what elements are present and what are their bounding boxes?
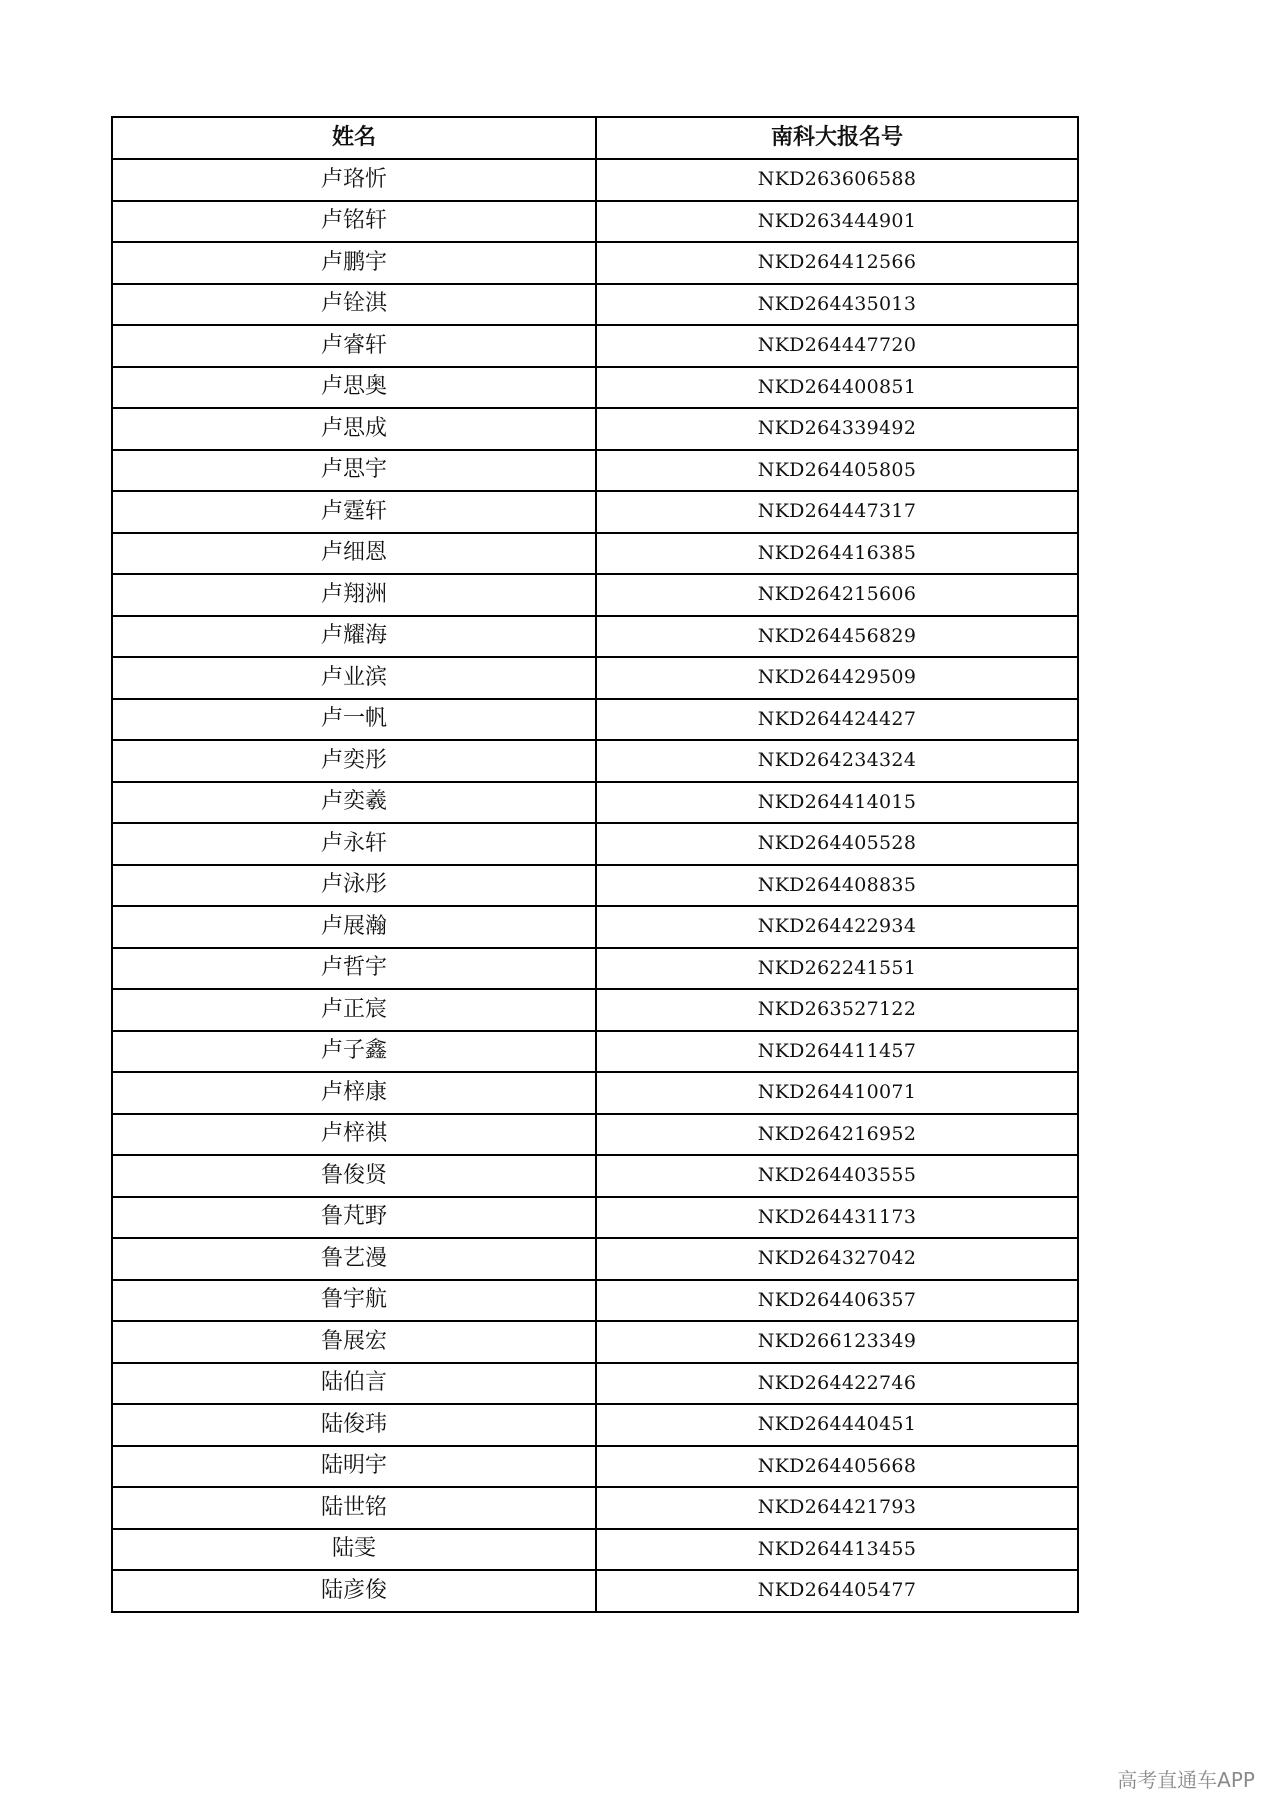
cell-registration-id: NKD264405805 xyxy=(596,450,1078,492)
table-row xyxy=(112,1529,1078,1571)
cell-name: 卢睿轩 xyxy=(112,325,596,367)
table-row xyxy=(112,1114,1078,1156)
cell-registration-id: NKD264405668 xyxy=(596,1446,1078,1488)
cell-name: 陆伯言 xyxy=(112,1363,596,1405)
cell-registration-id: NKD264405477 xyxy=(596,1570,1078,1612)
cell-name: 卢鹏宇 xyxy=(112,242,596,284)
table-row xyxy=(112,367,1078,409)
table-row xyxy=(112,284,1078,326)
cell-name: 卢永轩 xyxy=(112,823,596,865)
cell-registration-id: NKD262241551 xyxy=(596,948,1078,990)
watermark: 高考直通车APP xyxy=(1117,1768,1255,1792)
cell-registration-id: NKD264215606 xyxy=(596,574,1078,616)
table-row xyxy=(112,1446,1078,1488)
cell-name: 卢珞忻 xyxy=(112,159,596,201)
table-row xyxy=(112,242,1078,284)
table-row xyxy=(112,740,1078,782)
table-body xyxy=(112,159,1078,1612)
column-header-registration-id: 南科大报名号 xyxy=(596,117,1078,159)
cell-registration-id: NKD264421793 xyxy=(596,1487,1078,1529)
cell-registration-id: NKD264410071 xyxy=(596,1072,1078,1114)
cell-name: 鲁艺漫 xyxy=(112,1238,596,1280)
table-row xyxy=(112,1570,1078,1612)
cell-registration-id: NKD264339492 xyxy=(596,408,1078,450)
table-row xyxy=(112,948,1078,990)
cell-registration-id: NKD264431173 xyxy=(596,1197,1078,1239)
table-row xyxy=(112,1155,1078,1197)
cell-registration-id: NKD264424427 xyxy=(596,699,1078,741)
table-row xyxy=(112,201,1078,243)
cell-registration-id: NKD264456829 xyxy=(596,616,1078,658)
table-row xyxy=(112,823,1078,865)
cell-name: 卢一帆 xyxy=(112,699,596,741)
cell-name: 卢梓祺 xyxy=(112,1114,596,1156)
cell-registration-id: NKD264327042 xyxy=(596,1238,1078,1280)
table-row xyxy=(112,159,1078,201)
cell-registration-id: NKD264411457 xyxy=(596,1031,1078,1073)
cell-name: 卢细恩 xyxy=(112,533,596,575)
cell-registration-id: NKD263606588 xyxy=(596,159,1078,201)
table-header-row xyxy=(112,117,1078,159)
table-row xyxy=(112,1487,1078,1529)
table-row xyxy=(112,657,1078,699)
table-row xyxy=(112,1363,1078,1405)
table-row xyxy=(112,1072,1078,1114)
cell-name: 卢思成 xyxy=(112,408,596,450)
table-row xyxy=(112,408,1078,450)
cell-name: 陆彦俊 xyxy=(112,1570,596,1612)
cell-registration-id: NKD264406357 xyxy=(596,1280,1078,1322)
cell-registration-id: NKD264408835 xyxy=(596,865,1078,907)
table-row xyxy=(112,906,1078,948)
cell-registration-id: NKD264435013 xyxy=(596,284,1078,326)
cell-registration-id: NKD264413455 xyxy=(596,1529,1078,1571)
cell-registration-id: NKD264447317 xyxy=(596,491,1078,533)
table-row xyxy=(112,574,1078,616)
cell-name: 卢铨淇 xyxy=(112,284,596,326)
cell-name: 陆雯 xyxy=(112,1529,596,1571)
cell-name: 鲁芃野 xyxy=(112,1197,596,1239)
cell-name: 卢耀海 xyxy=(112,616,596,658)
table-row xyxy=(112,699,1078,741)
cell-name: 卢业滨 xyxy=(112,657,596,699)
cell-registration-id: NKD264216952 xyxy=(596,1114,1078,1156)
cell-name: 陆明宇 xyxy=(112,1446,596,1488)
cell-name: 卢哲宇 xyxy=(112,948,596,990)
cell-name: 卢泳彤 xyxy=(112,865,596,907)
cell-name: 陆世铭 xyxy=(112,1487,596,1529)
cell-name: 卢子鑫 xyxy=(112,1031,596,1073)
cell-registration-id: NKD263527122 xyxy=(596,989,1078,1031)
table-row xyxy=(112,491,1078,533)
table-row xyxy=(112,1197,1078,1239)
cell-registration-id: NKD264405528 xyxy=(596,823,1078,865)
cell-name: 卢正宸 xyxy=(112,989,596,1031)
table-row xyxy=(112,1404,1078,1446)
cell-registration-id: NKD264447720 xyxy=(596,325,1078,367)
table-row xyxy=(112,1238,1078,1280)
table-row xyxy=(112,989,1078,1031)
cell-name: 卢铭轩 xyxy=(112,201,596,243)
cell-name: 卢思宇 xyxy=(112,450,596,492)
cell-registration-id: NKD264422746 xyxy=(596,1363,1078,1405)
table-row xyxy=(112,325,1078,367)
admission-list-table xyxy=(111,116,1079,1613)
cell-name: 鲁俊贤 xyxy=(112,1155,596,1197)
table-row xyxy=(112,865,1078,907)
cell-name: 鲁宇航 xyxy=(112,1280,596,1322)
cell-name: 卢翔洲 xyxy=(112,574,596,616)
cell-name: 卢展瀚 xyxy=(112,906,596,948)
table-row xyxy=(112,1321,1078,1363)
table-row xyxy=(112,1280,1078,1322)
cell-registration-id: NKD264416385 xyxy=(596,533,1078,575)
table-row xyxy=(112,782,1078,824)
table-row xyxy=(112,1031,1078,1073)
cell-registration-id: NKD264400851 xyxy=(596,367,1078,409)
cell-name: 卢霆轩 xyxy=(112,491,596,533)
cell-name: 陆俊玮 xyxy=(112,1404,596,1446)
cell-registration-id: NKD264412566 xyxy=(596,242,1078,284)
cell-name: 卢思奥 xyxy=(112,367,596,409)
cell-name: 卢梓康 xyxy=(112,1072,596,1114)
table-row xyxy=(112,533,1078,575)
column-header-name: 姓名 xyxy=(112,117,596,159)
cell-registration-id: NKD264403555 xyxy=(596,1155,1078,1197)
cell-registration-id: NKD264429509 xyxy=(596,657,1078,699)
cell-name: 卢奕彤 xyxy=(112,740,596,782)
cell-registration-id: NKD264414015 xyxy=(596,782,1078,824)
table-row xyxy=(112,616,1078,658)
cell-registration-id: NKD264422934 xyxy=(596,906,1078,948)
cell-name: 卢奕羲 xyxy=(112,782,596,824)
table-row xyxy=(112,450,1078,492)
cell-registration-id: NKD263444901 xyxy=(596,201,1078,243)
cell-registration-id: NKD266123349 xyxy=(596,1321,1078,1363)
cell-registration-id: NKD264440451 xyxy=(596,1404,1078,1446)
cell-registration-id: NKD264234324 xyxy=(596,740,1078,782)
cell-name: 鲁展宏 xyxy=(112,1321,596,1363)
